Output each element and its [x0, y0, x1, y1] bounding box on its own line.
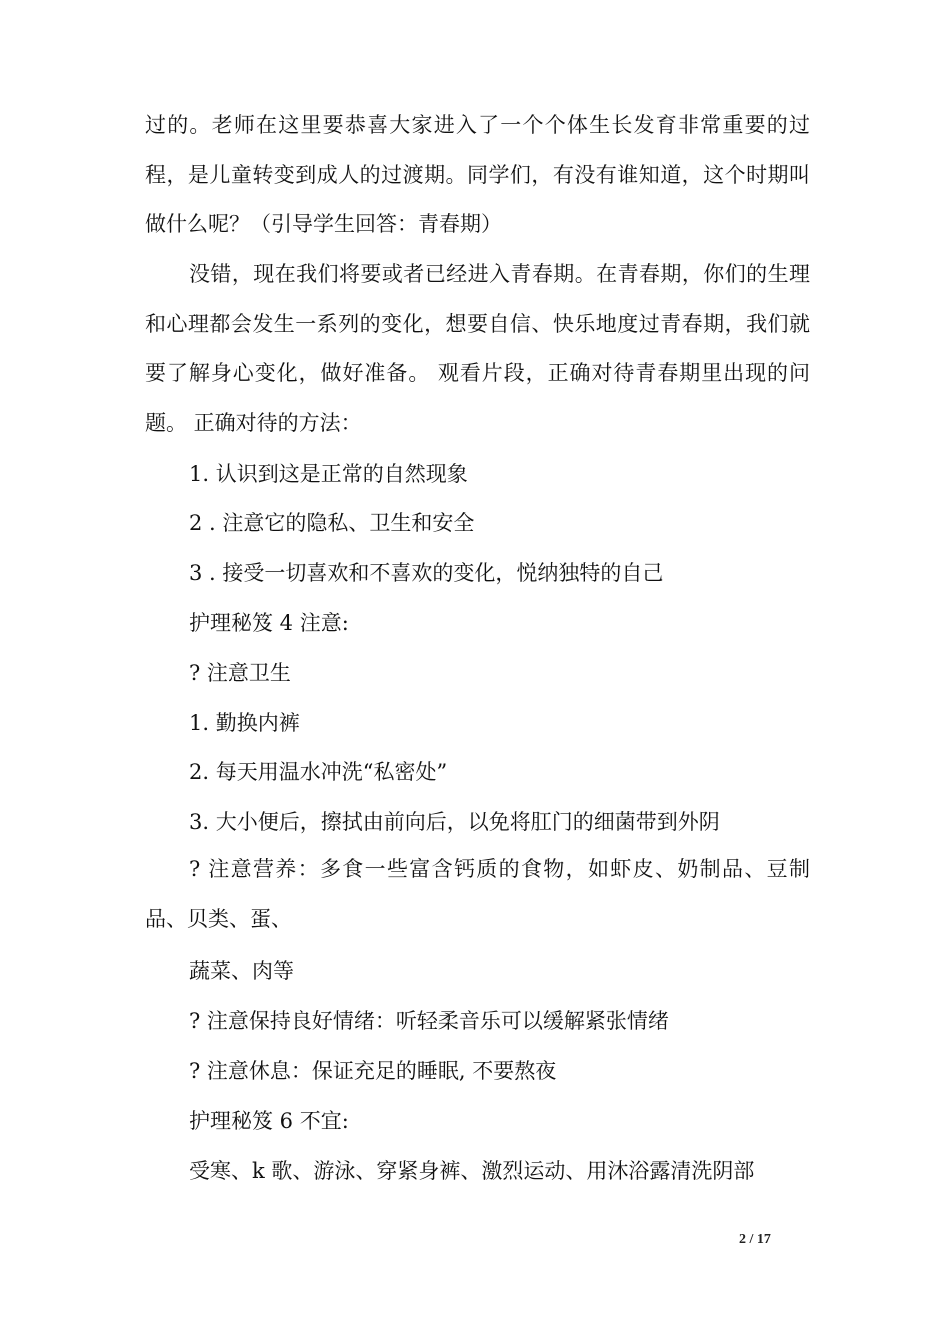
- list-item: 蔬菜、肉等: [189, 959, 294, 983]
- section-heading: 护理秘笈 6 不宜:: [189, 1109, 349, 1133]
- list-item: 2 . 注意它的隐私、卫生和安全: [189, 511, 475, 535]
- paragraph-nutrition: ? 注意营养：多食一些富含钙质的食物，如虾皮、奶制品、豆制品、贝类、蛋、: [145, 857, 810, 931]
- list-item: ? 注意休息：保证充足的睡眠, 不要熬夜: [189, 1059, 557, 1083]
- list-item: ? 注意保持良好情绪：听轻柔音乐可以缓解紧张情绪: [189, 1009, 669, 1033]
- page-number: 2 / 17: [739, 1232, 771, 1247]
- list-item: 3 . 接受一切喜欢和不喜欢的变化，悦纳独特的自己: [189, 561, 664, 585]
- list-item: 3. 大小便后，擦拭由前向后，以免将肛门的细菌带到外阴: [189, 810, 720, 834]
- list-item: 1. 勤换内裤: [189, 711, 300, 735]
- section-heading: 护理秘笈 4 注意:: [189, 611, 349, 635]
- list-item: 1. 认识到这是正常的自然现象: [189, 462, 468, 486]
- paragraph-adolescence: 没错，现在我们将要或者已经进入青春期。在青春期，你们的生理和心理都会发生一系列的变化，想要自信、快乐地度过青春期，我们就要了解身心变化，做好准备。 观看片段，正确对待青春期里出现的问题。 正确对待的方法：: [145, 262, 810, 435]
- paragraph-intro: 过的。老师在这里要恭喜大家进入了一个个体生长发育非常重要的过程，是儿童转变到成人的过渡期。同学们，有没有谁知道，这个时期叫做什么呢？（引导学生回答：青春期）: [145, 113, 810, 236]
- list-item: ? 注意卫生: [189, 661, 291, 685]
- list-item: 2. 每天用温水冲洗“私密处”: [189, 760, 448, 784]
- list-item: 受寒、k 歌、游泳、穿紧身裤、激烈运动、用沐浴露清洗阴部: [189, 1159, 755, 1183]
